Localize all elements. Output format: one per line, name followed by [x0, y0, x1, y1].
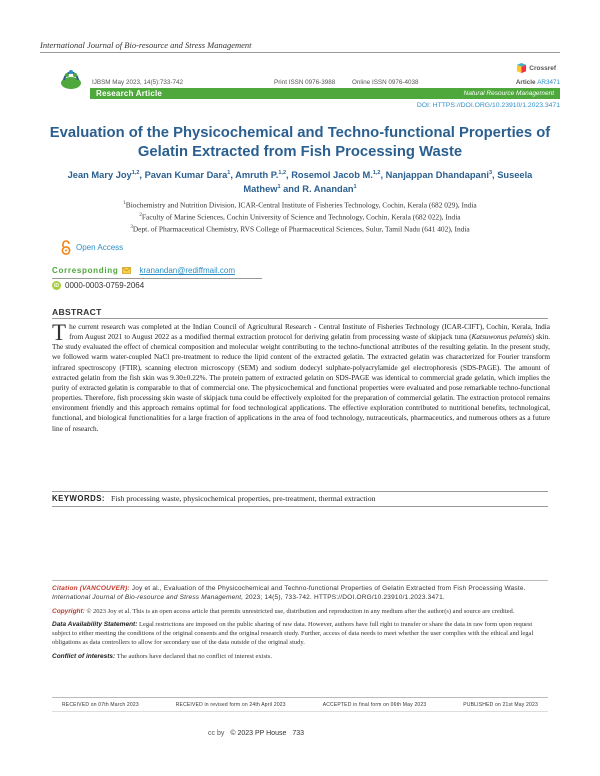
footer-notes	[52, 584, 548, 665]
orcid-icon: iD	[54, 282, 59, 289]
copyright-note: Copyright: © 2023 Joy et al. This is an open access article that permits unrestricted use, distribution and reproduction in any medium after the author(s) and source are credited.	[52, 607, 515, 615]
abstract-dropcap: T	[52, 320, 67, 345]
author-affiliation-mark: 3	[488, 170, 493, 176]
abstract-heading: ABSTRACT	[52, 307, 102, 317]
affiliation: $^2$Faculty of Marine Sciences, Cochin University of Science and Technology, Cochin, Kerala (682 022), India	[139, 212, 461, 222]
data-availability-note: Data Availability Statement: Legal restrictions are imposed on the public sharing of raw data. However, authors have full right to transfer or share the data in raw form upon request subject to either meeting the conditions of the original consents and the original research study. Further, access of data needs to meet whether the user complies with the ethical and legal obligations as data controllers to allow for secondary use of the data outside of the original study.	[52, 620, 534, 647]
affiliations	[40, 199, 560, 235]
crossref-icon	[516, 63, 527, 74]
article-id: AR3471	[537, 79, 560, 86]
date-published: PUBLISHED on 21st May 2023	[463, 702, 538, 708]
data-availability-label: Data Availability Statement:	[52, 620, 138, 628]
keywords-text: Fish processing waste, physicochemical properties, pre-treatment, thermal extraction	[110, 494, 376, 503]
corresponding-label: Corresponding	[52, 266, 119, 275]
open-access-label: Open Access	[76, 243, 124, 252]
conflict-label: Conflict of interests:	[52, 652, 116, 660]
page-number: 733	[292, 730, 305, 737]
article-number	[516, 79, 560, 86]
mail-icon	[122, 267, 131, 274]
affiliation: $^1$Biochemistry and Nutrition Division, ICAR-Central Institute of Fisheries Technology, Cochin, Kerala (682 029), India	[123, 200, 477, 210]
publication-dates	[62, 702, 538, 708]
author-name: Jean Mary Joy	[67, 170, 132, 181]
corresponding-divider	[52, 278, 262, 279]
author-affiliation-mark: 1	[227, 170, 231, 176]
section-label: Research Article	[96, 89, 163, 98]
open-access-badge	[60, 240, 123, 255]
journal-name: International Journal of Bio-resource and Stress Management	[40, 40, 252, 50]
journal-logo-icon	[58, 66, 84, 92]
author-affiliation-mark: 1,2	[131, 170, 140, 176]
orcid[interactable]	[52, 281, 144, 290]
citation-note: Citation (VANCOUVER): Joy et al., Evaluation of the Physicochemical and Techno-functional Properties of Gelatin Extracted from Fish Processing Waste. International Journal of Bio-resource and Stress Management, 2023; 14(5), 733-742. HTTPS://DOI.ORG/10.23910/1.2023.3471.	[52, 585, 526, 602]
abstract-body	[52, 322, 550, 434]
author-name: Amruth P.	[235, 170, 279, 181]
abstract-text: ) skin. The study evaluated the effect of chemical composition and molecular weight contributing to the techno-functional attributes of the resulting gelatin. In the present study, we followed warm water-coupled NaCl pre-treatment to reduce the lipid content of the extracted gelatin. The extracted gelatin was characterized for Fourier transform infrared spectroscopy (FTIR), scanning electron microscopy (SEM) and sodium dodecyl sulphate-polyacrylamide gel electrophoresis (SDS-PAGE). The amount of extracted gelatin from the fish skin was 9.30±0.22%. The protein pattern of extracted gelatin on SDS-PAGE was identical to commercial grade gelatin, which implies the purity of extracted gelatin is comparable to that of commercial one. The physicochemical and functional properties were evaluated and pose remarkable techno-functional properties. Therefore, fish processing skin waste of skipjack tuna could be effectively exploited for the preparation of commercial gelatin. The extraction protocol remains environment friendly and this approach remains optimal for food technological applications. The effective exploration contributed to nutritional benefits, technological, functional, and biological functionalities for a large fraction of applications in the area of food technology, nutraceuticals, pharmaceutics, and numerous others as a future line of research.	[52, 333, 551, 433]
date-revised: RECEIVED in revised form on 24th April 2023	[175, 702, 286, 708]
corresponding-email-link[interactable]: kranandan@rediffmail.com	[139, 266, 236, 275]
affiliation: $^3$Dept. of Pharmaceutical Chemistry, RVS College of Pharmaceutical Sciences, Sulur, Tamil Nadu (641 402), India	[130, 224, 470, 234]
abstract-divider	[52, 318, 548, 319]
author-affiliation-mark: 1,2	[278, 170, 287, 176]
author-name: Suseela Mathew	[243, 170, 533, 195]
date-received: RECEIVED on 07th March 2023	[62, 702, 139, 708]
keywords-divider-bottom	[52, 506, 548, 507]
copyright-label: Copyright:	[52, 607, 85, 615]
online-issn: Online ISSN 0976-4038	[352, 79, 419, 86]
publisher: © 2023 PP House	[230, 730, 287, 737]
print-issn: Print ISSN 0976-3988	[274, 79, 336, 86]
author-affiliation-mark: 1,2	[372, 170, 381, 176]
keywords-divider-top	[52, 491, 548, 492]
dates-divider-bottom	[52, 711, 548, 712]
corresponding-author	[52, 266, 235, 275]
open-access-lock-icon	[60, 240, 72, 255]
journal-citation-line: IJBSM May 2023, 14(5):733-742	[92, 79, 184, 86]
keywords	[52, 494, 548, 503]
species-name: Katsuwonus pelamis	[471, 333, 532, 342]
section-bar	[90, 88, 560, 99]
author-name: R. Anandan	[302, 184, 354, 195]
subject-area: Natural Resource Management	[463, 90, 554, 97]
cc-license-icon: cc by	[208, 730, 225, 737]
date-accepted: ACCEPTED in final form on 06th May 2023	[322, 702, 427, 708]
article-label: Article	[515, 79, 536, 86]
keywords-label: KEYWORDS:	[52, 494, 106, 503]
dates-divider	[52, 697, 548, 698]
top-divider	[40, 52, 560, 53]
author-affiliation-mark: 1	[277, 184, 281, 191]
author-name: Pavan Kumar Dara	[144, 170, 228, 181]
author-name: Nanjappan Dhandapani	[385, 170, 489, 181]
author-list: Jean Mary Joy$^{1,2}$, Pavan Kumar Dara$^1$, Amruth P.$^{1,2}$, Rosemol Jacob M.$^{1,2}$, Nanjappan Dhandapani$^3$, Suseela Mathew$^1$ and R. Anandan$^1$	[67, 170, 533, 195]
crossref-badge[interactable]	[516, 63, 556, 74]
page-footer	[208, 730, 304, 737]
article-title: Evaluation of the Physicochemical and Techno-functional Properties of Gelatin Extracted from Fish Processing Waste	[49, 125, 551, 160]
citation-label: Citation (VANCOUVER):	[52, 585, 130, 592]
abstract-text: he current research was completed at the Indian Council of Agricultural Research - Central Institute of Fisheries Technology (ICAR-CIFT), Cochin, Kerala, India from August 2021 to August 2022 as a modified thermal extraction protocol for deriving gelatin from processing waste of skipjack tuna (	[69, 323, 550, 342]
conflict-note: Conflict of interests: The authors have declared that no conflict of interest exists.	[52, 652, 272, 660]
orcid-id[interactable]: 0000-0003-0759-2064	[65, 281, 145, 290]
doi-link[interactable]: DOI: HTTPS://DOI.ORG/10.23910/1.2023.3471	[416, 102, 560, 109]
footer-divider	[52, 580, 548, 581]
author-affiliation-mark: 1	[353, 184, 357, 191]
author-name: Rosemol Jacob M.	[291, 170, 373, 181]
crossref-label: Crossref	[529, 65, 556, 72]
